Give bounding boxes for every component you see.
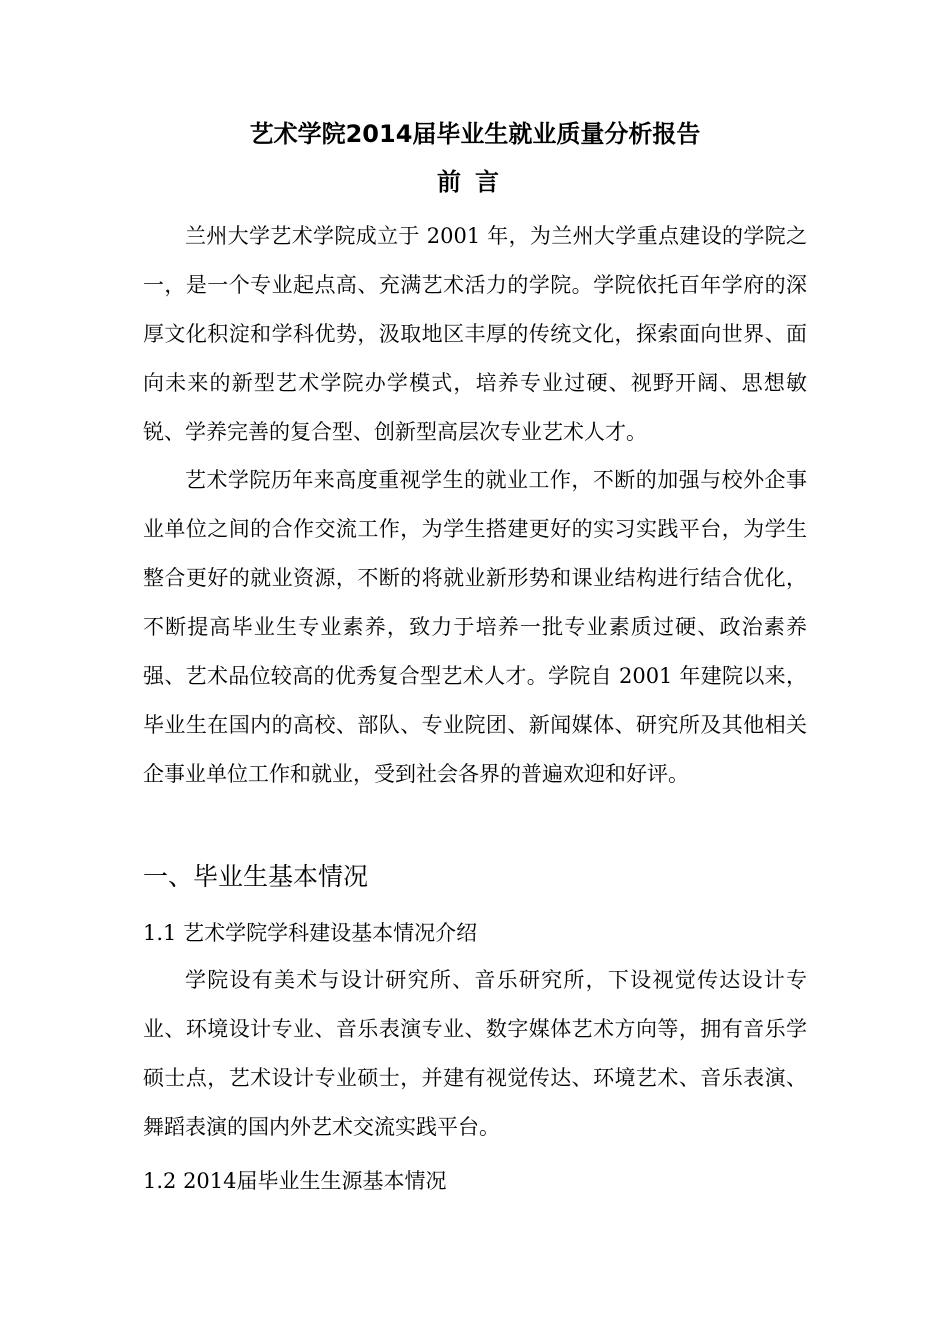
section-1-1-heading: 1.1 艺术学院学科建设基本情况介绍: [143, 921, 478, 945]
preface-heading: 前言: [437, 168, 513, 196]
preface-paragraph-1: 兰州大学艺术学院成立于 2001 年，为兰州大学重点建设的学院之一，是一个专业起点高、充满艺术活力的学院。学院依托百年学府的深厚文化积淀和学科优势，汲取地区丰厚的传统文化，探索面向世界、面向未来的新型艺术学院办学模式，培养专业过硬、视野开阔、思想敏锐、学养完善的复合型、创新型高层次专业艺术人才。: [143, 224, 807, 444]
section-1-heading: 一、毕业生基本情况: [143, 862, 369, 891]
document-title: 艺术学院2014届毕业生就业质量分析报告: [249, 120, 701, 148]
preface-paragraph-2: 艺术学院历年来高度重视学生的就业工作，不断的加强与校外企事业单位之间的合作交流工作，为学生搭建更好的实习实践平台，为学生整合更好的就业资源，不断的将就业新形势和课业结构进行结合优化，不断提高毕业生专业素养，致力于培养一批专业素质过硬、政治素养强、艺术品位较高的优秀复合型艺术人才。学院自 2001 年建院以来，毕业生在国内的高校、部队、专业院团、新闻媒体、研究所及其他相关企事业单位工作和就业，受到社会各界的普遍欢迎和好评。: [143, 468, 807, 786]
section-1-2-heading: 1.2 2014届毕业生生源基本情况: [143, 1169, 447, 1193]
section-1-1-paragraph: 学院设有美术与设计研究所、音乐研究所，下设视觉传达设计专业、环境设计专业、音乐表演专业、数字媒体艺术方向等，拥有音乐学硕士点，艺术设计专业硕士，并建有视觉传达、环境艺术、音乐表演、舞蹈表演的国内外艺术交流实践平台。: [143, 968, 807, 1139]
